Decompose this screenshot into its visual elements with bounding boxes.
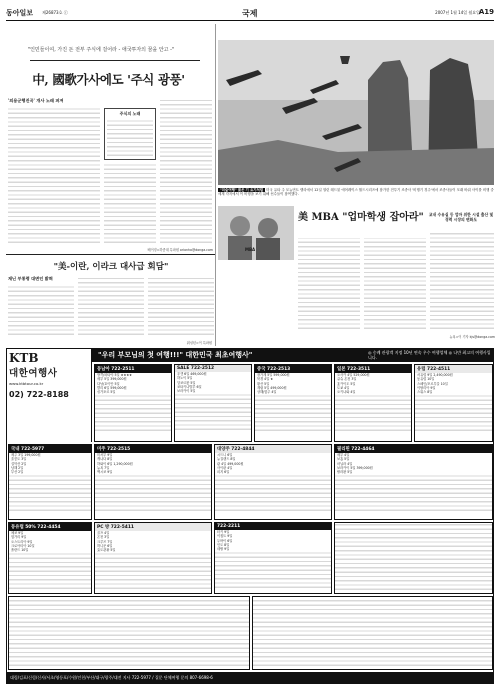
ad-box-line: 황산 5일	[257, 381, 270, 386]
ad-box-line: 마닐라 4일	[337, 461, 353, 466]
ad-box-line: 캐나다 8일	[97, 457, 113, 462]
ad-box-line: 보라카이 5일	[177, 389, 196, 394]
kicker-rule	[30, 60, 200, 61]
publication-date: 2007년 1월 14일 월요일	[435, 10, 480, 15]
ad-box-line: 크로아티아 10일	[11, 543, 35, 548]
story1-byline: 베이징=하종대 특파원 orionha@donga.com	[147, 248, 213, 252]
ad-box-line: 싱가포르 5일	[97, 390, 116, 395]
column-divider	[215, 24, 216, 346]
ad-box-line: 크루즈 7일	[97, 539, 113, 544]
ad-box-line: 남해 2일	[11, 465, 24, 470]
ad-box-title: 미주 722-2515	[95, 445, 211, 453]
ad-box-line: 피지 6일	[217, 470, 230, 475]
newspaper-name: 동아일보	[6, 8, 34, 17]
ad-box-line: 세부 4일	[337, 453, 350, 457]
travel-ad-box	[214, 522, 332, 594]
ad-box-title: 국내 722-5977	[9, 445, 91, 453]
ad-box-line: 코타키나발루 6일	[177, 384, 202, 389]
ad-box-fine-print	[95, 552, 211, 592]
story2-body-column-3	[430, 232, 494, 332]
ad-box-line: 앙코르왓 5일	[177, 380, 196, 385]
story2-subhead: 교내 수유실 등 엄마 위한 시설 출산 및 경력 시장의 변화도	[428, 212, 494, 222]
ad-footer-bar: 대림/김포/신림/신사/서초/영등포/수원/인천/부산/대구/광주/대전 지사 722-5977 / 질문 단체여행 문의 807-6698-6	[6, 672, 494, 684]
ad-box-line: 계림 5일 499,000원	[257, 385, 287, 390]
ad-box-line: 보홀 5일	[337, 457, 350, 462]
ad-box-title: 유럽 722-4511	[415, 365, 492, 373]
ad-box-line: 스페인/포르투갈 10일	[417, 381, 448, 386]
ad-box-line: 오사카 4일 529,000원	[337, 373, 370, 377]
ad-box-fine-print	[175, 393, 251, 433]
ad-box-fine-print	[95, 394, 171, 434]
ad-box-line: 팔라완 5일	[337, 470, 353, 475]
story1-headline: 中, 國歌가사에도 '주식 광풍'	[32, 72, 185, 87]
ad-box-fine-print	[9, 474, 91, 514]
desert-photo-image	[218, 40, 494, 185]
ad-box-line: 동유럽 10일	[417, 377, 435, 382]
ad-box-line: 온천 3일	[97, 535, 110, 540]
ad-box-line: 보라카이 5일 399,000원	[337, 465, 373, 470]
travel-ad-box	[254, 364, 332, 442]
ad-box-line: 도쿄 4일	[337, 385, 350, 390]
story1-subhead: '의용군행진곡' 개사 노래 퍼져	[8, 98, 64, 103]
ad-box-line: 울릉도 3일	[11, 457, 27, 462]
ad-box-line: 인도 8일	[217, 542, 230, 547]
ad-box-line: 골프 4일	[97, 531, 110, 535]
ad-box-line: 뉴질랜드 8일	[217, 457, 236, 462]
ad-box-line: 장가계 5일 599,000원	[257, 373, 290, 377]
ad-box-fine-print	[415, 394, 492, 434]
ad-listing-block	[252, 596, 493, 670]
ad-box-title: 동남아 722-2511	[95, 365, 171, 373]
ad-box-line: 폴란드 10일	[11, 548, 29, 553]
story3-body-column-3	[148, 276, 214, 338]
song-infobox	[104, 108, 156, 160]
story2-byline: 뉴욕=이 기자 kjs@donga.com	[449, 335, 495, 339]
mba-photo-label: MBA	[245, 247, 256, 252]
photo-caption	[218, 188, 494, 197]
ad-box-title: 일본 722-3511	[335, 365, 411, 373]
ad-box-line: 체코 9일	[11, 531, 24, 535]
ad-box-line: 뉴욕 7일	[97, 465, 110, 470]
ad-box-fine-print	[335, 474, 492, 514]
ad-box-line: 홋카이도 5일	[337, 381, 356, 386]
ktb-phone: 02) 722-8188	[9, 390, 69, 399]
ad-box-title: 중국 722-2513	[255, 365, 331, 373]
ad-box-line: 서유럽 9일 2,490,000원	[417, 373, 453, 377]
story1-body-column-2	[104, 164, 156, 246]
caption-text: 미국 유타 주 모뉴먼트 밸리에서 12일 열린 레드불 에어레이스 월드시리즈에 참가한 전투기 조종사 '비행기 경주'에서 조종사들이 모래 바위 사이를 비행 중 세계 각지에서 이 비행을 보기 위해 선수들이 참여했다.	[218, 188, 494, 197]
ad-box-line: 터키 9일	[217, 530, 230, 534]
ad-box-line: 헝가리 9일	[11, 535, 27, 540]
ad-box-line: 상해/항주 4일	[257, 390, 277, 395]
ad-listing-block	[8, 596, 250, 670]
travel-ad-box	[334, 444, 493, 520]
travel-ad-box	[8, 444, 92, 520]
infobox-body	[107, 119, 153, 159]
section-title: 국제	[242, 9, 258, 18]
ad-box-line: 허니문 6일	[97, 543, 113, 548]
ad-box-line: 발리 6일 599,000원	[97, 385, 127, 390]
ad-box-line: 설악산 2일	[11, 461, 27, 466]
ad-box-line: 멕시코 9일	[97, 470, 113, 475]
story1-kicker: "인민들이여, 가진 돈 전부 주식에 걸어라 - 애국투자의 꿈을 안고 -"	[27, 47, 175, 53]
issue-number: 제26873호 ⓒ	[42, 10, 68, 15]
infobox-title: 주식의 노래	[119, 111, 141, 116]
ad-box-title: 722-2211	[215, 523, 331, 530]
story2-body-column-1	[298, 238, 360, 332]
ad-box-fine-print	[335, 394, 411, 434]
ktb-logo: KTB	[9, 351, 39, 365]
story1-body-column-1	[8, 106, 100, 246]
ad-box-title: 대양주 722-4844	[215, 445, 331, 453]
travel-ad-box	[8, 522, 92, 594]
ad-box-fine-print	[255, 394, 331, 434]
story1-body-column-3	[160, 98, 212, 246]
ad-box-line: 하와이 6일 1,290,000원	[97, 461, 133, 466]
mba-photo-image	[218, 206, 294, 260]
travel-ad-box	[414, 364, 493, 442]
ad-box-line: 이탈리아 9일	[417, 385, 436, 390]
ad-box-fine-print	[95, 474, 211, 514]
ad-banner-note: ◎ 숭례 관광객 지정 10년 연속 우수 여행업체 ◎ 나만 최고의 여행사입니다.	[368, 350, 491, 360]
ad-listing-block	[334, 522, 493, 594]
story3-byline: 워싱턴=이 특파원	[186, 341, 212, 345]
ad-box-line: 다낭/호이안 5일	[97, 381, 120, 386]
ad-box-title: 동유럽 50% 722-4454	[9, 523, 91, 531]
ad-box-line: 부산 2일	[11, 470, 24, 475]
ad-box-line: 방콕/파타야 5일 ★★★★	[97, 373, 133, 377]
ad-box-line: 오스트리아 9일	[11, 539, 33, 544]
ad-banner	[92, 348, 494, 362]
ktb-name: 대한여행사	[9, 368, 58, 379]
mba-photo	[218, 206, 294, 260]
ad-box-line: 푸켓 6일 469,000원	[177, 372, 207, 376]
ad-box-line: 효도관광 5일	[97, 548, 116, 553]
travel-ad-box	[94, 522, 212, 594]
caption-tag: "미술여행" 붉은 기 요기처럼	[220, 188, 264, 192]
ad-box-line: 괌 4일 499,000원	[217, 461, 244, 466]
masthead	[6, 7, 494, 21]
story3-body-column-2	[78, 276, 144, 338]
travel-ad-box	[174, 364, 252, 442]
ktb-ad-block	[6, 348, 92, 442]
ktb-url: www.ktbtour.co.kr	[9, 381, 44, 386]
ad-box-line: 스위스 8일	[417, 390, 433, 395]
ad-box-line: 세부 5일 399,000원	[97, 377, 127, 382]
travel-ad-box	[94, 444, 212, 520]
ad-box-line: 오키나와 4일	[337, 390, 356, 395]
ad-box-line: 시드니 6일	[217, 453, 233, 457]
page-number: A19	[478, 8, 494, 16]
ad-box-fine-print	[215, 551, 331, 591]
ad-box-line: 북경 4일 ★	[257, 377, 274, 382]
travel-ad-box	[334, 364, 412, 442]
ad-box-line: 네팔 9일	[217, 547, 230, 552]
ad-box-line: 두바이 6일	[217, 538, 233, 543]
ad-box-title: PC 방 722-5411	[95, 523, 211, 531]
story3-headline: "美-이란, 이라크 대사급 회담"	[53, 262, 169, 272]
travel-ad-box	[214, 444, 332, 520]
story3-subhead: 재닌 부통령 대변인 밝혀	[8, 276, 53, 281]
story2-headline: 美 MBA "업마학생 잡아라"	[298, 212, 424, 223]
ad-box-fine-print	[215, 474, 331, 514]
ad-box-fine-print	[9, 552, 91, 592]
ad-box-line: 하노이 5일	[177, 376, 193, 381]
ad-box-line: 미서부 9일	[97, 453, 113, 457]
ad-banner-text: "우리 부모님의 첫 여행!!!" 대한민국 최초여행사"	[98, 351, 253, 359]
story2-body-column-2	[364, 238, 426, 332]
ad-box-line: 이집트 9일	[217, 534, 233, 539]
story3-body-column-1	[8, 284, 74, 338]
story3-top-rule	[6, 254, 216, 255]
ad-box-line: 제주 3일 199,000원	[11, 453, 41, 457]
ad-box-title: SALE 722-2512	[175, 365, 251, 372]
ad-box-line: 큐슈 온천 3일	[337, 377, 357, 382]
air-race-photo	[218, 40, 494, 185]
ad-box-line: 사이판 4일	[217, 465, 233, 470]
travel-ad-box	[94, 364, 172, 442]
ad-box-title: 필리핀 722-4464	[335, 445, 492, 453]
